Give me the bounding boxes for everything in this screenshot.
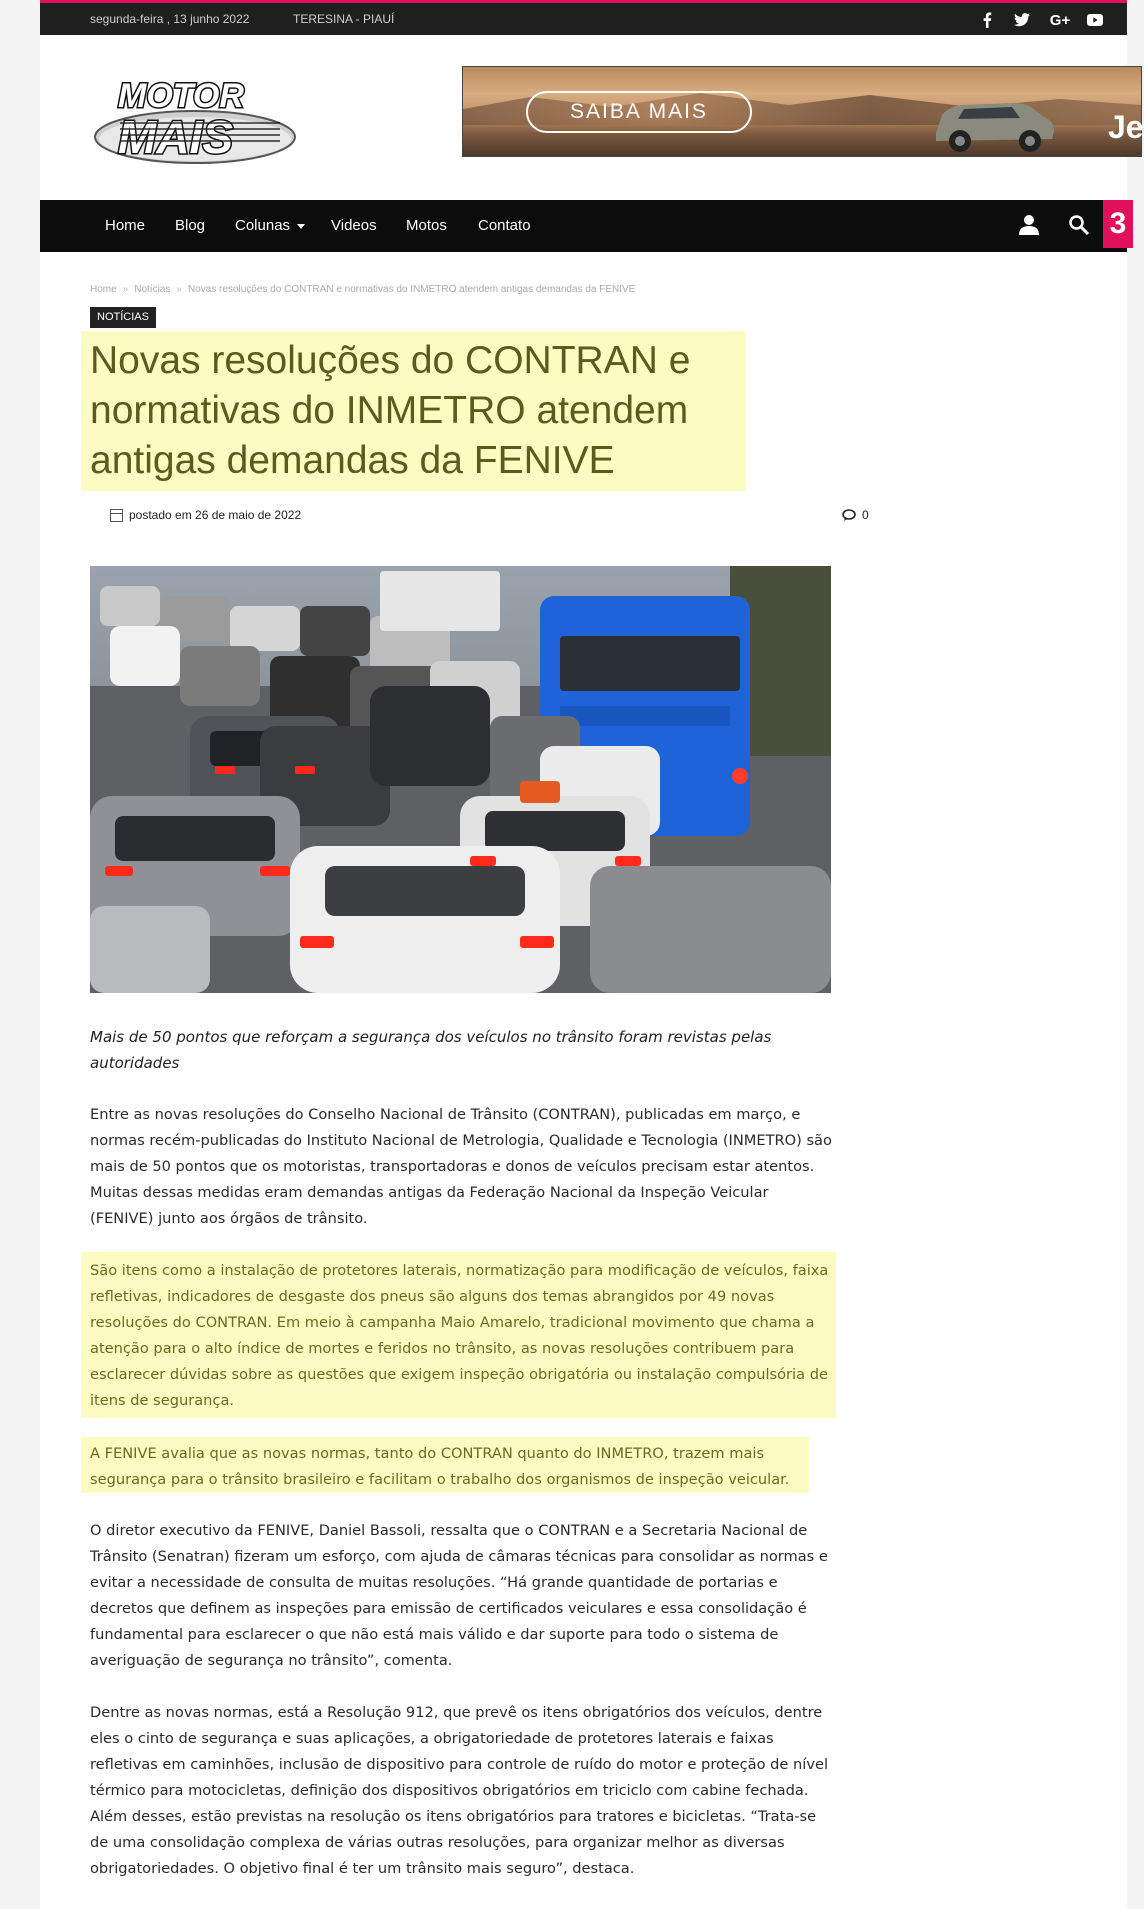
breadcrumb-separator-icon: » (176, 284, 182, 295)
article-paragraph: Dentre as novas normas, está a Resolução 912, que prevê os itens obrigatórios dos veículos, dentre eles o cinto de segurança e suas aplicações, a obrigatoriedade de protetores laterais e faixas refletivas em caminhões, inclusão de dispositivo para controle de ruído do motor e proteção de nível térmico para motocicletas, definição dos dispositivos obrigatórios em triciclo com cabine fechada. Além desses, estão previstas na resolução os itens obrigatórios para tratores e bicicletas. “Trata-se de uma consolidação complexa de várias outras resoluções, para organizar melhor as diversas obrigatoriedades. O objetivo final é ter um trânsito mais seguro”, destaca. (90, 1704, 829, 1877)
image-caption: Mais de 50 pontos que reforçam a segurança dos veículos no trânsito foram revistas pelas autoridades (90, 1028, 772, 1072)
comment-icon (842, 509, 856, 522)
facebook-icon[interactable] (976, 9, 998, 31)
ad-banner[interactable] (462, 66, 1142, 157)
site-logo[interactable] (90, 67, 300, 169)
nav-item-home[interactable]: Home (105, 217, 146, 234)
comment-count[interactable] (842, 508, 869, 522)
breadcrumb (90, 284, 635, 295)
article-image (90, 566, 831, 993)
user-icon[interactable] (1018, 214, 1040, 240)
banner-cta-button[interactable]: SAIBA MAIS (526, 91, 752, 133)
svg-text:MOTOR: MOTOR (118, 77, 244, 115)
page (40, 0, 1144, 1909)
main-nav (40, 200, 1127, 252)
nav-item-motos[interactable]: Motos (406, 217, 447, 234)
breadcrumb-separator-icon: » (122, 284, 129, 295)
twitter-icon[interactable] (1011, 9, 1033, 31)
svg-text:MAIS: MAIS (118, 111, 233, 163)
search-icon[interactable] (1068, 214, 1090, 240)
google-plus-icon[interactable]: G+ (1049, 11, 1071, 29)
breadcrumb-current: Novas resoluções do CONTRAN e normativas do INMETRO atendem antigas demandas da FENIVE (187, 284, 636, 295)
breadcrumb-home[interactable]: Home (90, 284, 117, 295)
article-paragraph: O diretor executivo da FENIVE, Daniel Bassoli, ressalta que o CONTRAN e a Secretaria Nacional de Trânsito (Senatran) fizeram um esforço, com ajuda de câmaras técnicas para consolidar as normas e evitar a necessidade de consulta de muitas resoluções. “Há grande quantidade de portarias e decretos que definem as inspeções para emissão de certificados veiculares e essa consolidação é fundamental para esclarecer o que não está mais válido e dar suporte para todo o sistema de averiguação de segurança no trânsito”, comenta. (90, 1522, 828, 1669)
article-title: Novas resoluções do CONTRAN e normativas do INMETRO atendem antigas demandas da FENIVE (90, 339, 691, 482)
city-label: TERESINA - PIAUÍ (293, 12, 395, 26)
site-header (40, 35, 1144, 200)
top-bar (40, 0, 1127, 35)
nav-item-contato[interactable]: Contato (478, 217, 531, 234)
suv-image (928, 85, 1058, 155)
category-tag[interactable]: NOTÍCIAS (90, 307, 156, 328)
youtube-icon[interactable] (1084, 9, 1106, 31)
comment-count-value: 0 (862, 508, 869, 522)
post-date: postado em 26 de maio de 2022 (129, 508, 302, 522)
chevron-down-icon (297, 224, 305, 229)
article-paragraph: Entre as novas resoluções do Conselho Nacional de Trânsito (CONTRAN), publicadas em março, e normas recém-publicadas do Instituto Nacional de Metrologia, Qualidade e Tecnologia (INMETRO) são mais de 50 pontos que os motoristas, transportadoras e donos de veículos precisam estar atentos. Muitas dessas medidas eram demandas antigas da Federação Nacional da Inspeção Veicular (FENIVE) junto aos órgãos de trânsito. (90, 1106, 832, 1227)
nav-item-colunas-label: Colunas (235, 217, 291, 234)
current-date: segunda-feira , 13 junho 2022 (90, 12, 250, 26)
nav-badge[interactable]: 3 (1103, 200, 1133, 248)
nav-item-colunas[interactable] (235, 217, 305, 234)
article-paragraph: A FENIVE avalia que as novas normas, tanto do CONTRAN quanto do INMETRO, trazem mais segurança para o trânsito brasileiro e facilitam o trabalho dos organismos de inspeção veicular. (90, 1445, 790, 1488)
calendar-icon (110, 509, 123, 522)
nav-item-videos[interactable]: Videos (331, 217, 377, 234)
post-meta (110, 508, 301, 522)
breadcrumb-category[interactable]: Notícias (134, 284, 171, 295)
article-paragraph: São itens como a instalação de protetores laterais, normatização para modificação de veículos, faixa refletivas, indicadores de desgaste dos pneus são alguns dos temas abrangidos por 49 novas resoluções do CONTRAN. Em meio à campanha Maio Amarelo, tradicional movimento que chama a atenção para o alto índice de mortes e feridos no trânsito, as novas resoluções contribuem para esclarecer dúvidas sobre as questões que exigem inspeção obrigatória ou instalação compulsória de itens de segurança. (90, 1262, 829, 1409)
banner-partial-text: Je (1108, 109, 1144, 145)
nav-item-blog[interactable]: Blog (175, 217, 206, 234)
